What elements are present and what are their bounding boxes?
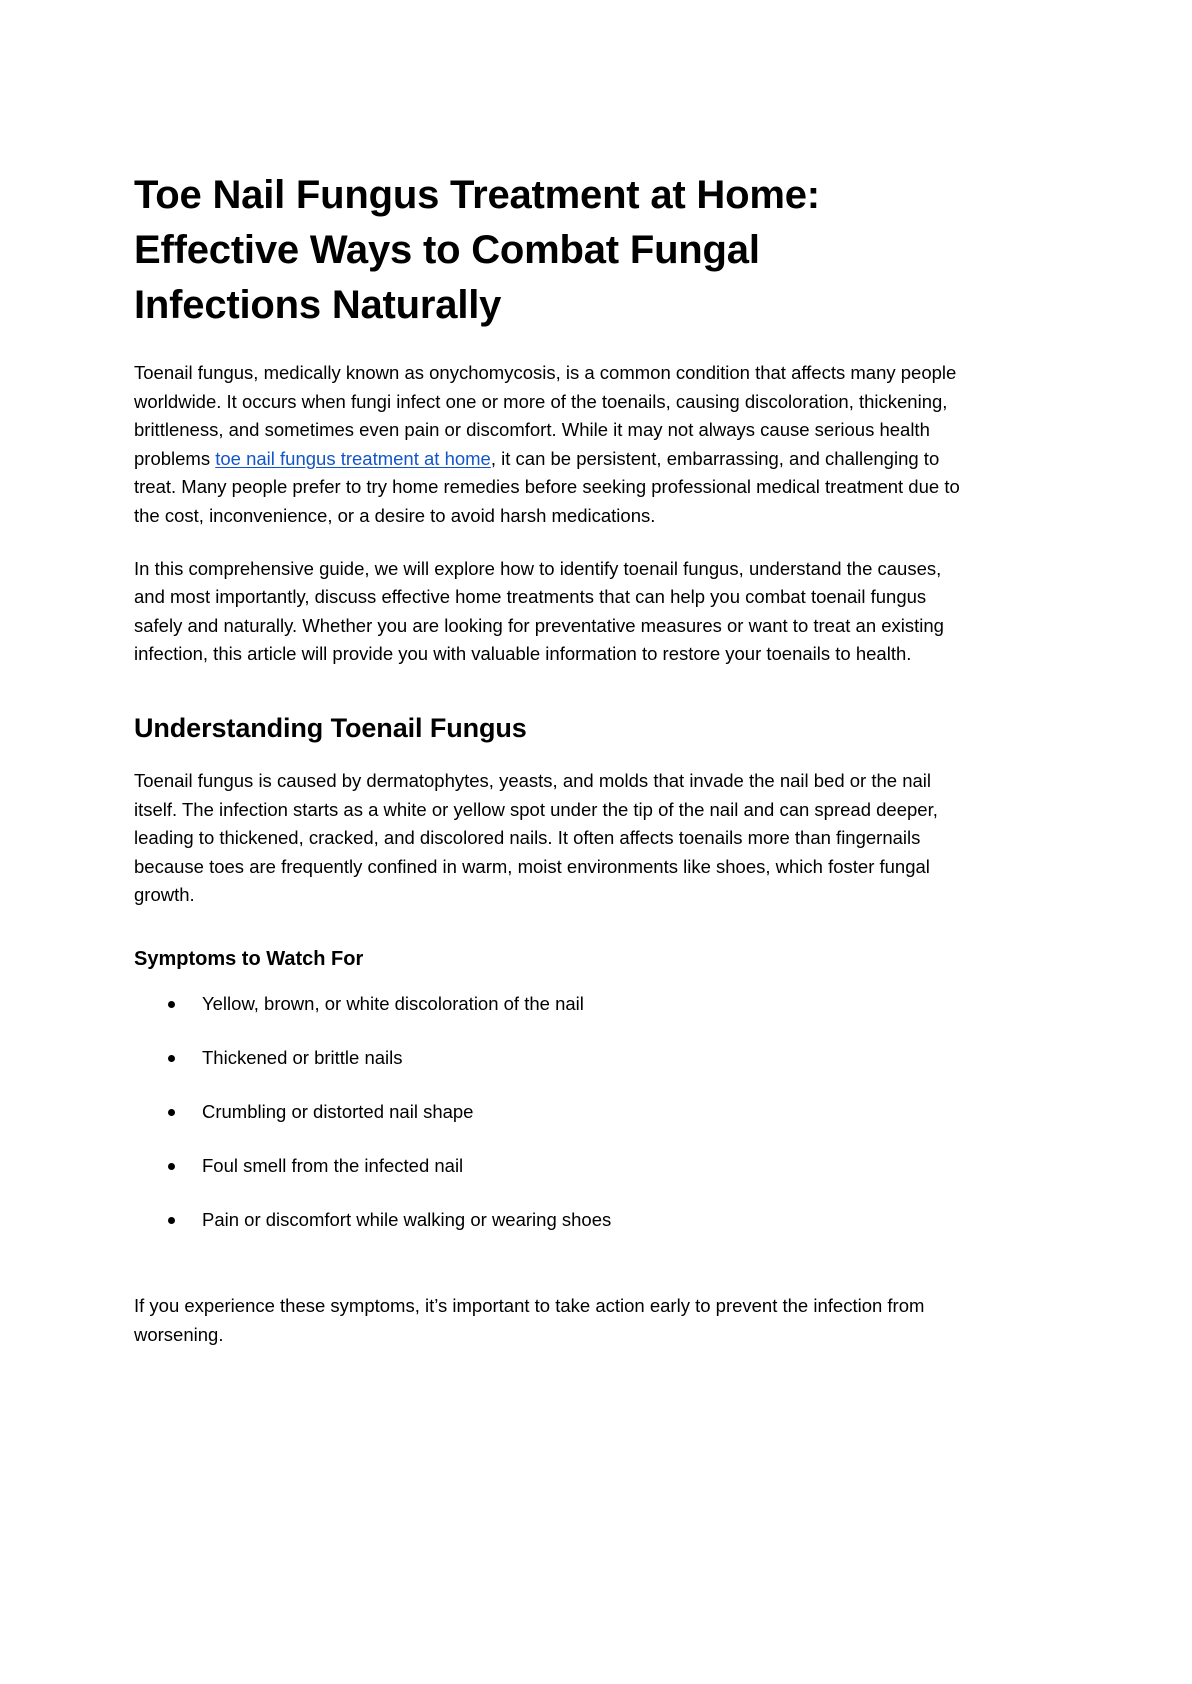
- list-item-label: Crumbling or distorted nail shape: [202, 1100, 474, 1122]
- bullet-icon: [168, 1163, 175, 1170]
- list-item-label: Yellow, brown, or white discoloration of the nail: [202, 992, 584, 1014]
- list-item: [134, 1206, 974, 1234]
- bullet-icon: [168, 1217, 175, 1224]
- page-title: Toe Nail Fungus Treatment at Home: Effective Ways to Combat Fungal Infections Naturally: [134, 173, 820, 327]
- intro-paragraph-1-text-before-link: Toenail fungus, medically known as onychomycosis, is a common condition that affects many people worldwide. It occurs when fungi infect one or more of the toenails, causing discoloration, thickening, brittleness, and sometimes even pain or discomfort. While it may not always cause serious health problems: [134, 362, 957, 469]
- list-item-label: Thickened or brittle nails: [202, 1046, 403, 1068]
- list-item: [134, 1098, 974, 1126]
- section-paragraph-understanding: Toenail fungus is caused by dermatophytes, yeasts, and molds that invade the nail bed or the nail itself. The infection starts as a white or yellow spot under the tip of the nail and can spread deeper, leading to thickened, cracked, and discolored nails. It often affects toenails more than fingernails because toes are frequently confined in warm, moist environments like shoes, which foster fungal growth.: [134, 769, 938, 906]
- document-body: [134, 168, 974, 1349]
- intro-paragraph-2: In this comprehensive guide, we will explore how to identify toenail fungus, understand the causes, and most importantly, discuss effective home treatments that can help you combat toenail fungus safely and naturally. Whether you are looking for preventative measures or want to treat an existing infection, this article will provide you with valuable information to restore your toenails to health.: [134, 557, 944, 665]
- bullet-icon: [168, 1055, 175, 1062]
- list-item-label: Foul smell from the infected nail: [202, 1154, 464, 1176]
- intro-paragraph-1: [134, 359, 974, 531]
- symptoms-list: [134, 990, 974, 1234]
- toe-nail-fungus-treatment-link[interactable]: toe nail fungus treatment at home: [215, 447, 491, 469]
- list-spacer: [134, 1268, 974, 1292]
- closing-paragraph: If you experience these symptoms, it’s important to take action early to prevent the infection from worsening.: [134, 1294, 925, 1345]
- intro-paragraph-1-text-after-link: , it can be persistent, embarrassing, and challenging to treat. Many people prefer to try home remedies before seeking professional medical treatment due to the cost, inconvenience, or a desire to avoid harsh medications.: [134, 447, 960, 526]
- symptoms-list-block: [134, 990, 974, 1234]
- list-item: [134, 1152, 974, 1180]
- list-item-label: Pain or discomfort while walking or wearing shoes: [202, 1208, 612, 1230]
- sub-heading-symptoms-to-watch-for: Symptoms to Watch For: [134, 947, 364, 970]
- section-heading-understanding-toenail-fungus: Understanding Toenail Fungus: [134, 712, 527, 743]
- list-item: [134, 1044, 974, 1072]
- bullet-icon: [168, 1109, 175, 1116]
- list-item: [134, 990, 974, 1018]
- bullet-icon: [168, 1001, 175, 1008]
